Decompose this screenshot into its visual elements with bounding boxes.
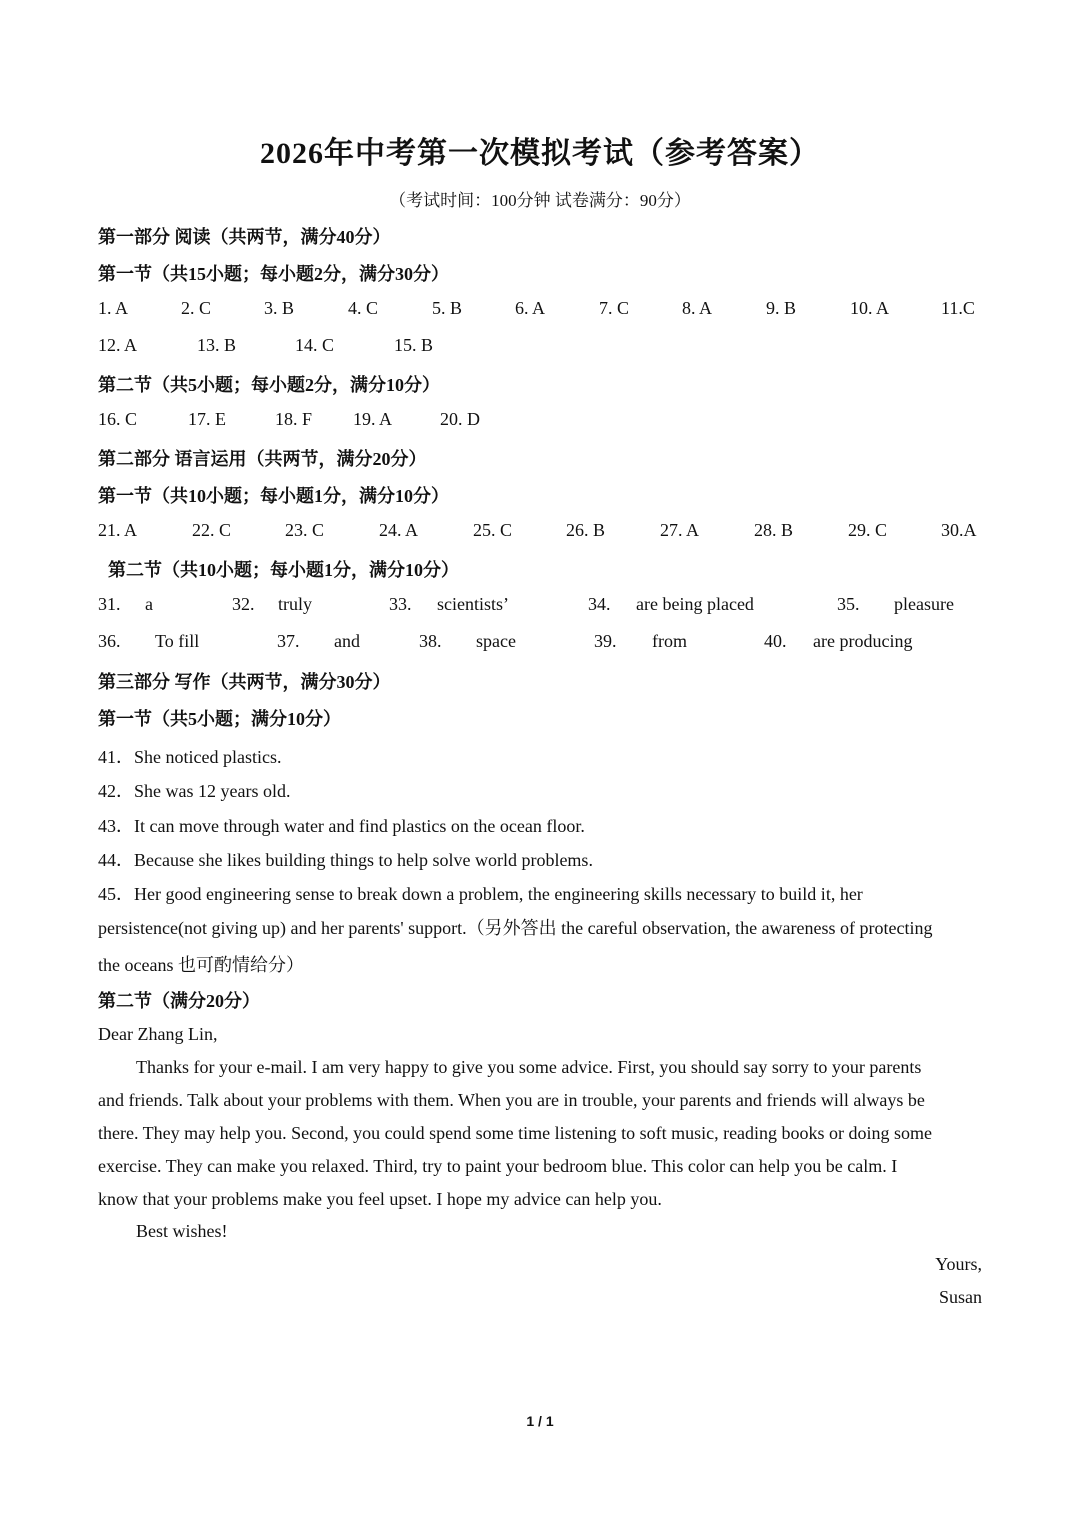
question-number: 33. [389,594,412,614]
answer-item: space [476,631,516,651]
letter-line: there. They may help you. Second, you could spend some time listening to soft music, reading books or doing some [98,1123,933,1143]
letter-line: and friends. Talk about your problems with them. When you are in trouble, your parents and friends will always be [98,1090,925,1110]
letter-sign-off: Yours, [935,1254,982,1274]
answer-item: 23. C [285,520,325,540]
answer-item: 2. C [181,298,212,318]
part2-heading: 第二部分 语言运用（共两节，满分20分） [98,449,427,469]
page-number: 1 / 1 [526,1413,554,1429]
answer-item: a [145,594,153,614]
answer-45-line3: the oceans 也可酌情给分） [98,955,304,975]
letter-line: exercise. They can make you relaxed. Third, try to paint your bedroom blue. This color can help you be calm. I [98,1156,898,1176]
answer-item: scientists’ [437,594,509,614]
answer-item: 4. C [348,298,379,318]
answer-item: 19. A [353,409,393,429]
letter-line: know that your problems make you feel upset. I hope my advice can help you. [98,1189,662,1209]
part2-sec1-heading: 第一节（共10小题；每小题1分，满分10分） [98,486,449,506]
letter-signature: Susan [938,1287,982,1307]
answer-item: 10. A [850,298,890,318]
answer-row-12-15 [98,335,998,359]
answer-44: 44．Because she likes building things to help solve world problems. [98,850,593,870]
answer-42: 42．She was 12 years old. [98,781,291,801]
answer-item: 18. F [275,409,313,429]
answer-row-36-40 [98,631,998,655]
part3-heading: 第三部分 写作（共两节，满分30分） [98,672,391,692]
answer-item: 22. C [192,520,232,540]
answer-item: 7. C [599,298,630,318]
answer-item: 11.C [941,298,975,318]
page-title: 2026年中考第一次模拟考试（参考答案） [260,137,820,170]
question-number: 38. [419,631,442,651]
answer-item: 16. C [98,409,138,429]
answer-row-21-30 [98,520,998,544]
question-number: 40. [764,631,787,651]
answer-item: 27. A [660,520,700,540]
question-number: 39. [594,631,617,651]
answer-item: from [652,631,687,651]
answer-item: 29. C [848,520,888,540]
answer-item: pleasure [894,594,954,614]
answer-item: 28. B [754,520,794,540]
answer-row-1-11 [98,298,998,322]
answer-item: 12. A [98,335,138,355]
question-number: 34. [588,594,611,614]
question-number: 37. [277,631,300,651]
answer-item: truly [278,594,312,614]
answer-item: To fill [155,631,200,651]
answer-item: are being placed [636,594,754,614]
answer-item: 30.A [941,520,977,540]
question-number: 35. [837,594,860,614]
part2-sec2-heading: 第二节（共10小题；每小题1分，满分10分） [108,560,459,580]
answer-item: 17. E [188,409,226,429]
answer-item: 20. D [440,409,480,429]
question-number: 36. [98,631,121,651]
answer-item: and [334,631,360,651]
letter-greeting: Dear Zhang Lin, [98,1024,218,1044]
part3-sec1-heading: 第一节（共5小题；满分10分） [98,709,341,729]
answer-item: 5. B [432,298,463,318]
answer-item: 21. A [98,520,138,540]
part1-sec2-heading: 第二节（共5小题；每小题2分，满分10分） [98,375,440,395]
letter-line: Thanks for your e-mail. I am very happy to give you some advice. First, you should say sorry to your parents [136,1057,922,1077]
answer-item: 14. C [295,335,335,355]
answer-item: 13. B [197,335,237,355]
answer-row-16-20 [98,409,998,433]
letter-closing: Best wishes! [136,1221,228,1241]
answer-item: are producing [813,631,913,651]
answer-item: 1. A [98,298,129,318]
answer-item: 26. B [566,520,606,540]
answer-item: 9. B [766,298,797,318]
answer-43: 43．It can move through water and find plastics on the ocean floor. [98,816,585,836]
answer-row-31-35 [98,594,998,618]
part1-sec1-heading: 第一节（共15小题；每小题2分，满分30分） [98,264,449,284]
part3-sec2-heading: 第二节（满分20分） [98,991,260,1011]
question-number: 31. [98,594,121,614]
answer-41: 41．She noticed plastics. [98,747,282,767]
answer-item: 24. A [379,520,419,540]
answer-item: 25. C [473,520,513,540]
answer-item: 8. A [682,298,713,318]
answer-45-line2: persistence(not giving up) and her parents' support.（另外答出 the careful observation, the awareness of protecting [98,918,933,938]
exam-info: （考试时间：100分钟 试卷满分：90分） [389,191,691,210]
answer-45-line1: 45．Her good engineering sense to break down a problem, the engineering skills necessary to build it, her [98,884,863,904]
answer-item: 3. B [264,298,295,318]
answer-item: 15. B [394,335,434,355]
answer-item: 6. A [515,298,546,318]
question-number: 32. [232,594,255,614]
part1-heading: 第一部分 阅读（共两节，满分40分） [98,227,391,247]
